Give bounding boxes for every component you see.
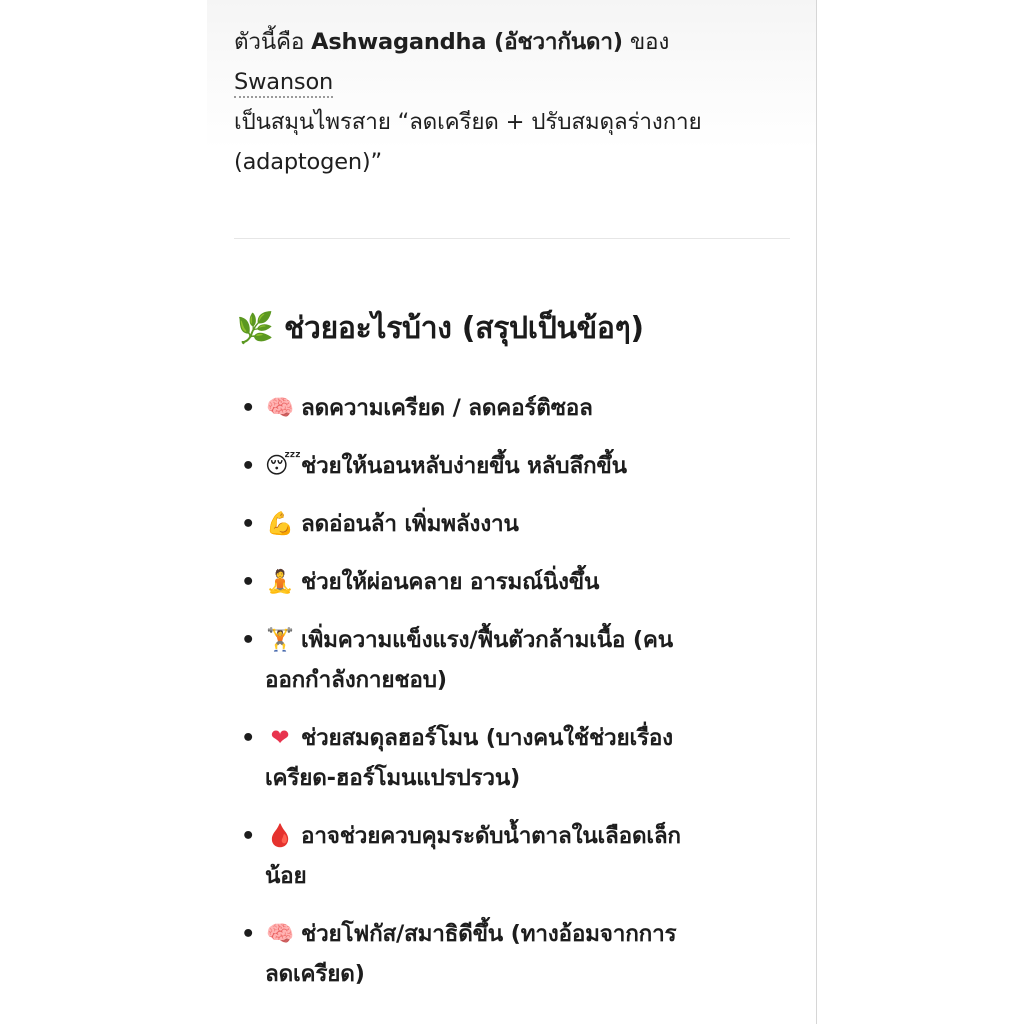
list-item [241,388,781,428]
right-margin [817,0,1024,1024]
brand-link[interactable]: Swanson [234,69,333,98]
list-item [241,446,781,486]
brain-icon: 🧠 [266,395,294,421]
intro-prefix: ตัวนี้คือ [234,29,312,55]
weightlifter-icon: 🏋 [266,627,294,653]
bullet: • [241,453,256,479]
list-item [241,718,781,798]
intro-desc-line-1: เป็นสมุนไพรสาย “ลดเครียด + ปรับสมดุลร่างกาย [234,109,702,135]
list-item [241,504,781,544]
benefit-text: ช่วยให้นอนหลับง่ายขึ้น หลับลึกขึ้น [301,453,627,479]
brain-icon: 🧠 [266,921,294,947]
meditation-icon: 🧘 [266,569,294,595]
intro-of: ของ [622,29,670,55]
intro-line-1 [234,22,804,62]
divider [234,238,790,239]
benefit-text-continued: ออกกำลังกายชอบ) [265,667,447,693]
bullet: • [241,921,256,947]
benefit-text-continued: น้อย [265,863,307,889]
bullet: • [241,569,256,595]
bullet: • [241,395,256,421]
benefit-text: ลดอ่อนล้า เพิ่มพลังงาน [301,511,519,537]
list-item [241,562,781,602]
product-name: Ashwagandha (อัชวากันดา) [311,29,623,55]
flexed-biceps-icon: 💪 [266,511,294,537]
bullet: • [241,823,256,849]
benefit-text: ลดความเครียด / ลดคอร์ติซอล [301,395,593,421]
intro-desc-line-2: (adaptogen)” [234,149,382,175]
list-item [241,816,781,896]
intro-line-2 [234,62,804,102]
sleeping-face-icon: 😴 [265,453,301,479]
benefit-text-continued: ลดเครียด) [265,961,365,987]
heart-icon: ❤ [270,725,290,751]
bullet: • [241,627,256,653]
herb-icon: 🌿 [236,311,274,346]
bullet: • [241,511,256,537]
benefit-text: อาจช่วยควบคุมระดับน้ำตาลในเลือดเล็ก [301,823,681,849]
blood-drop-icon: 🩸 [266,823,294,849]
bullet: • [241,725,256,751]
benefits-list [241,388,781,1012]
section-heading [234,304,644,354]
section-heading-text: ช่วยอะไรบ้าง (สรุปเป็นข้อๆ) [284,311,644,346]
left-margin [0,0,207,1024]
list-item [241,914,781,994]
benefit-text-continued: เครียด-ฮอร์โมนแปรปรวน) [265,765,521,791]
intro-paragraph [234,22,804,182]
chat-message [207,0,817,1024]
benefit-text: ช่วยให้ผ่อนคลาย อารมณ์นิ่งขึ้น [301,569,600,595]
benefit-text: เพิ่มความแข็งแรง/ฟื้นตัวกล้ามเนื้อ (คน [301,627,673,653]
list-item [241,620,781,700]
benefit-text: ช่วยสมดุลฮอร์โมน (บางคนใช้ช่วยเรื่อง [301,725,673,751]
benefit-text: ช่วยโฟกัส/สมาธิดีขึ้น (ทางอ้อมจากการ [301,921,677,947]
